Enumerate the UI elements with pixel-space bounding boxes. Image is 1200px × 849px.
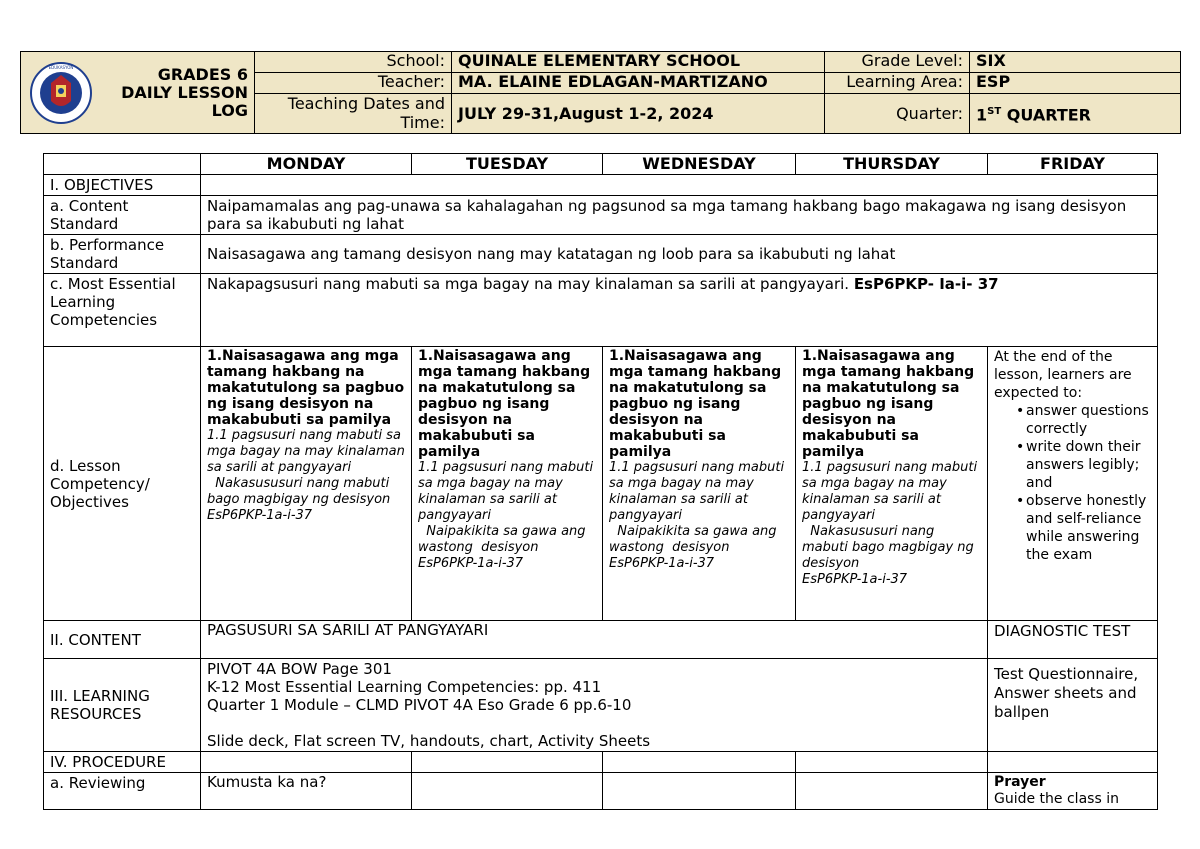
procedure-tuesday <box>412 752 603 773</box>
page-title: GRADES 6 DAILY LESSON LOG <box>121 64 248 120</box>
lesson-wednesday: 1.Naisasagawa ang mga tamang hakbang na makatutulong sa pagbuo ng isang desisyon na makabubuti sa pamilya 1.1 pagsusuri nang mabuti sa mga bagay na may kinalaman sa sarili at pangyayari Naipakikita sa gawa ang wastong desisyon EsP6PKP-1a-i-37 <box>603 347 796 621</box>
learning-area-value: ESP <box>970 73 1181 94</box>
melc-text: Nakapagsusuri nang mabuti sa mga bagay na may kinalaman sa sarili at pangyayari. EsP6PKP- Ia-i- 37 <box>201 274 1158 347</box>
reviewing-label: a. Reviewing <box>44 773 201 810</box>
procedure-label: IV. PROCEDURE <box>44 752 201 773</box>
procedure-wednesday <box>603 752 796 773</box>
performance-standard-text: Naisasagawa ang tamang desisyon nang may katatagan ng loob para sa ikabubuti ng lahat <box>201 235 1158 274</box>
day-monday: MONDAY <box>201 154 412 175</box>
procedure-monday <box>201 752 412 773</box>
quarter-label: Quarter: <box>825 94 970 134</box>
content-label: II. CONTENT <box>44 621 201 659</box>
reviewing-thursday <box>796 773 988 810</box>
objectives-blank <box>201 175 1158 196</box>
deped-seal-icon <box>29 61 93 125</box>
friday-objectives-list <box>994 402 1151 564</box>
svg-text:EDUKASYON: EDUKASYON <box>48 64 74 70</box>
day-tuesday: TUESDAY <box>412 154 603 175</box>
list-item: • observe honestly and self-reliance while answering the exam <box>1018 492 1151 564</box>
melc-label: c. Most Essential Learning Competencies <box>44 274 201 347</box>
quarter-value: 1ST QUARTER <box>970 94 1181 134</box>
reviewing-tuesday <box>412 773 603 810</box>
reviewing-wednesday <box>603 773 796 810</box>
school-label: School: <box>255 52 452 73</box>
lesson-competency-label: d. Lesson Competency/ Objectives <box>44 347 201 621</box>
corner-cell <box>44 154 201 175</box>
content-standard-text: Naipamamalas ang pag-unawa sa kahalagahan ng pagsunod sa mga tamang hakbang bago makagawa ng isang desisyon para sa ikabubuti ng lahat <box>201 196 1158 235</box>
day-friday: FRIDAY <box>988 154 1158 175</box>
list-item: • answer questions correctly <box>1018 402 1151 438</box>
teacher-label: Teacher: <box>255 73 452 94</box>
reviewing-monday: Kumusta ka na? <box>201 773 412 810</box>
learning-resources-label: III. LEARNING RESOURCES <box>44 659 201 752</box>
objectives-label: I. OBJECTIVES <box>44 175 201 196</box>
grade-level-label: Grade Level: <box>825 52 970 73</box>
learning-area-label: Learning Area: <box>825 73 970 94</box>
reviewing-friday: Prayer Guide the class in <box>988 773 1158 810</box>
lesson-friday <box>988 347 1158 621</box>
day-thursday: THURSDAY <box>796 154 988 175</box>
learning-resources-text: PIVOT 4A BOW Page 301 K-12 Most Essential Learning Competencies: pp. 411 Quarter 1 Module – CLMD PIVOT 4A Eso Grade 6 pp.6-10 Slide deck, Flat screen TV, handouts, chart, Activity Sheets <box>201 659 988 752</box>
content-text: PAGSUSURI SA SARILI AT PANGYAYARI <box>201 621 988 659</box>
lesson-thursday: 1.Naisasagawa ang mga tamang hakbang na makatutulong sa pagbuo ng isang desisyon na makabubuti sa pamilya 1.1 pagsusuri nang mabuti sa mga bagay na may kinalaman sa sarili at pangyayari Nakasususuri nang mabuti bago magbigay ng desisyon EsP6PKP-1a-i-37 <box>796 347 988 621</box>
lesson-log-table <box>43 153 1158 810</box>
lesson-monday: 1.Naisasagawa ang mga tamang hakbang na makatutulong sa pagbuo ng isang desisyon na makabubuti sa pamilya 1.1 pagsusuri nang mabuti sa mga bagay na may kinalaman sa sarili at pangyayari Nakasususuri nang mabuti bago magbigay ng desisyon EsP6PKP-1a-i-37 <box>201 347 412 621</box>
header-table <box>20 51 1181 134</box>
grade-level-value: SIX <box>970 52 1181 73</box>
procedure-friday <box>988 752 1158 773</box>
procedure-thursday <box>796 752 988 773</box>
content-friday: DIAGNOSTIC TEST <box>988 621 1158 659</box>
teacher-value: MA. ELAINE EDLAGAN-MARTIZANO <box>452 73 825 94</box>
header-brand-cell <box>21 52 255 134</box>
list-item: • write down their answers legibly; and <box>1018 438 1151 492</box>
content-standard-label: a. Content Standard <box>44 196 201 235</box>
melc-code: EsP6PKP- Ia-i- 37 <box>853 275 999 293</box>
teaching-dates-label: Teaching Dates and Time: <box>255 94 452 134</box>
teaching-dates-value: JULY 29-31,August 1-2, 2024 <box>452 94 825 134</box>
performance-standard-label: b. Performance Standard <box>44 235 201 274</box>
friday-intro: At the end of the lesson, learners are expected to: <box>994 349 1132 401</box>
day-wednesday: WEDNESDAY <box>603 154 796 175</box>
school-value: QUINALE ELEMENTARY SCHOOL <box>452 52 825 73</box>
learning-resources-friday: Test Questionnaire, Answer sheets and ballpen <box>988 659 1158 752</box>
lesson-tuesday: 1.Naisasagawa ang mga tamang hakbang na makatutulong sa pagbuo ng isang desisyon na makabubuti sa pamilya 1.1 pagsusuri nang mabuti sa mga bagay na may kinalaman sa sarili at pangyayari Naipakikita sa gawa ang wastong desisyon EsP6PKP-1a-i-37 <box>412 347 603 621</box>
